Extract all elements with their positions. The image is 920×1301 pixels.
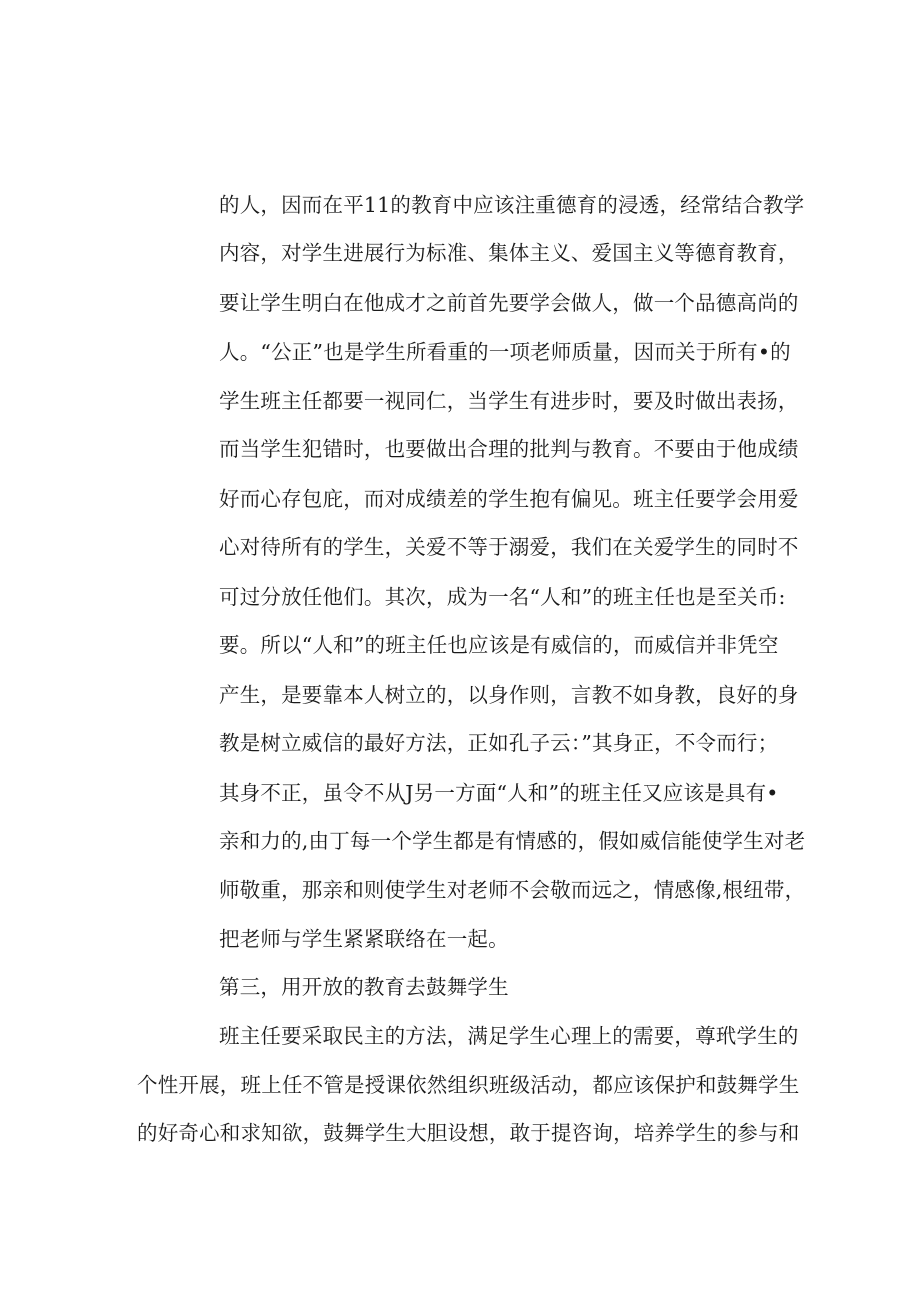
text-line: 产生，是要靠本人树立的，以身作则，言教不如身教，良好的身 bbox=[219, 683, 799, 707]
text-line: 班主任要采取民主的方法，满足学生心理上的需要，尊玳学生的 bbox=[219, 1024, 799, 1048]
section-heading: 第三，用开放的教育去鼓舞学生 bbox=[219, 975, 509, 999]
text-line: 师敬重，那亲和则使学生对老师不会敬而远之，情感像,根纽带， bbox=[219, 878, 806, 902]
text-line: 好而心存包庇，而对成绩差的学生抱有偏见。班主任要学会用爱 bbox=[219, 487, 799, 511]
text-line: 把老师与学生紧紧联络在一起。 bbox=[219, 927, 509, 951]
text-line: 其身不正，虽令不从J另一方面“人和”的班主任又应该是具有• bbox=[219, 781, 779, 805]
text-line: 要。所以“人和”的班主任也应该是有威信的，而威信并非凭空 bbox=[219, 633, 779, 657]
text-line: 可过分放任他们。其次，成为一名“人和”的班主任也是至关币: bbox=[219, 585, 786, 609]
text-line: 而当学生犯错时，也要做出合理的批判与教育。不要由于他成绩 bbox=[219, 437, 799, 461]
text-line: 学生班主任都要一视同仁，当学生有进步时，要及时做出表扬， bbox=[219, 389, 799, 413]
text-line: 的好奇心和求知欲，鼓舞学生大胆设想，敢于提咨询，培养学生的参与和 bbox=[137, 1121, 800, 1145]
text-line: 教是树立威信的最好方法，正如孔子云：”其身正，不令而行； bbox=[219, 731, 779, 755]
text-line: 要让学生明白在他成才之前首先要学会做人，做一个品德高尚的 bbox=[219, 291, 799, 315]
text-line: 亲和力的,由丁每一个学生都是有情感的，假如威信能使学生对老 bbox=[219, 829, 806, 853]
text-line: 的人，因而在平11的教育中应该注重德育的浸透，经常结合教学 bbox=[219, 193, 805, 217]
text-line: 个性开展，班上任不管是授课依然组织班级活动，都应该保护和鼓舞学生 bbox=[137, 1073, 800, 1097]
text-line: 人。“公正”也是学生所看重的一项老师质量，因而关于所有•的 bbox=[219, 340, 791, 364]
text-line: 心对待所有的学生，关爱不等于溺爱，我们在关爱学生的同时不 bbox=[219, 535, 799, 559]
text-line: 内容，对学生进展行为标准、集体主义、爱国主义等德育教育， bbox=[219, 241, 799, 265]
